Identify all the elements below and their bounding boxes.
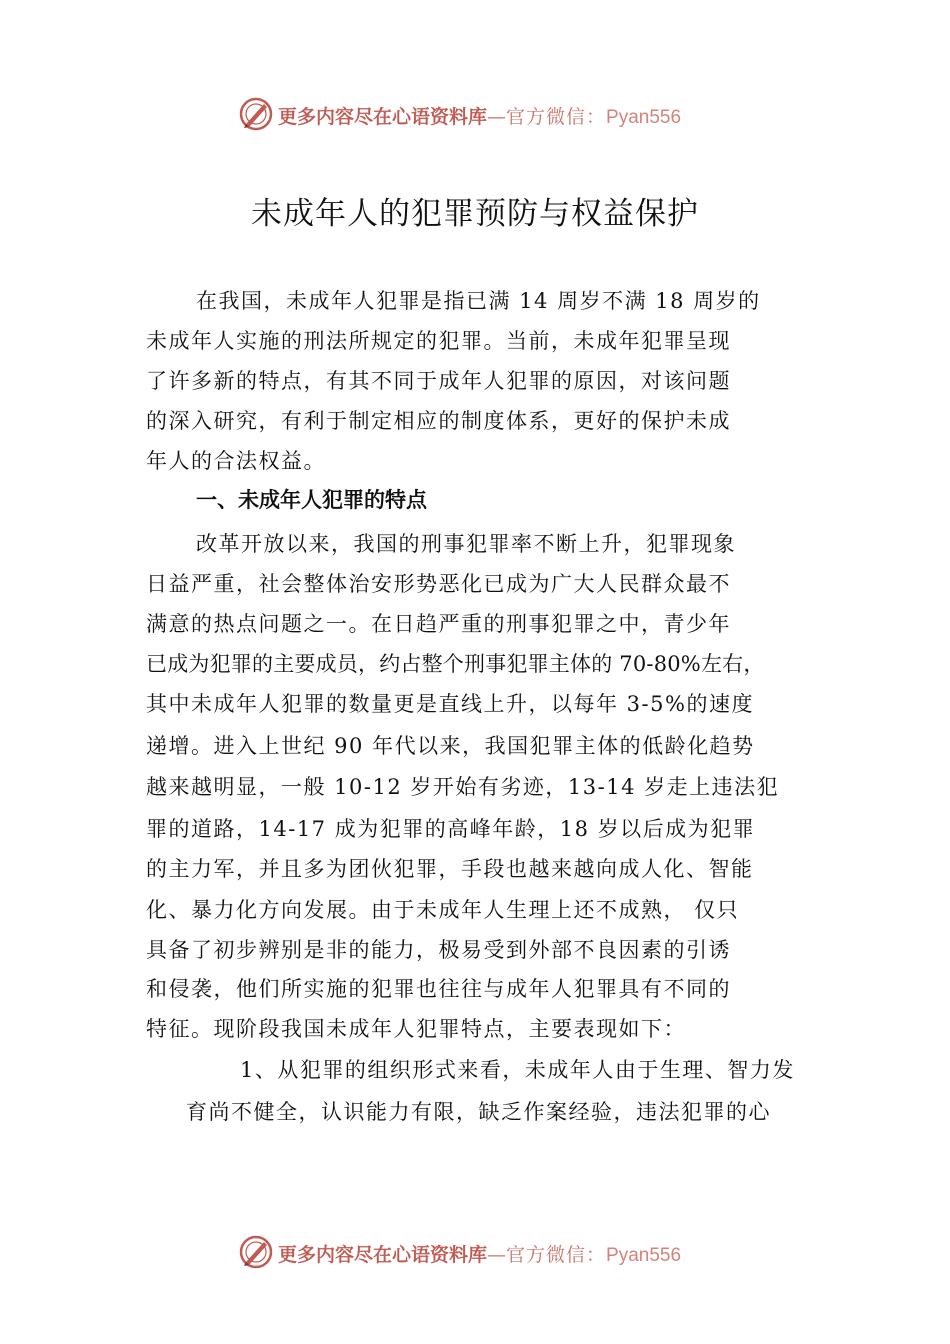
document-title: 未成年人的犯罪预防与权益保护	[251, 196, 699, 232]
body-line: 已成为犯罪的主要成员，约占整个刑事犯罪主体的 70-80%左右，	[146, 652, 765, 676]
body-line: 的主力军，并且多为团伙犯罪，手段也越来越向成人化、智能	[146, 857, 754, 881]
point-line: 1、从犯罪的组织形式来看，未成年人由于生理、智力发	[240, 1058, 795, 1082]
body-line: 改革开放以来，我国的刑事犯罪率不断上升，犯罪现象	[196, 532, 736, 556]
body-line: 其中未成年人犯罪的数量更是直线上升，以每年 3-5%的速度	[146, 692, 754, 716]
point-line: 育尚不健全，认识能力有限，缺乏作案经验，违法犯罪的心	[186, 1100, 771, 1124]
watermark-main: 更多内容尽在心语资料库	[278, 106, 488, 128]
header-watermark	[0, 96, 950, 136]
watermark-separator: —	[487, 106, 507, 128]
body-line: 和侵袭，他们所实施的犯罪也往往与成年人犯罪具有不同的	[146, 977, 731, 1001]
body-line: 满意的热点问题之一。在日趋严重的刑事犯罪之中，青少年	[146, 612, 731, 636]
body-line: 具备了初步辨别是非的能力，极易受到外部不良因素的引诱	[146, 938, 731, 962]
pen-seal-icon	[238, 96, 274, 132]
watermark-separator: —	[487, 1244, 507, 1266]
intro-line: 了许多新的特点，有其不同于成年人犯罪的原因，对该问题	[146, 369, 731, 393]
body-line: 特征。现阶段我国未成年人犯罪特点，主要表现如下：	[146, 1017, 686, 1041]
watermark-text	[278, 102, 681, 129]
watermark-tag: 官方微信：	[506, 106, 607, 128]
body-line: 越来越明显，一般 10-12 岁开始有劣迹，13-14 岁走上违法犯	[146, 775, 780, 799]
intro-line: 在我国，未成年人犯罪是指已满 14 周岁不满 18 周岁的	[196, 289, 761, 313]
watermark-id: Pyan556	[606, 107, 682, 128]
pen-seal-icon	[238, 1234, 274, 1270]
section-heading: 一、未成年人犯罪的特点	[196, 488, 427, 512]
intro-line: 年人的合法权益。	[146, 449, 326, 473]
body-line: 日益严重，社会整体治安形势恶化已成为广大人民群众最不	[146, 572, 731, 596]
body-line: 化、暴力化方向发展。由于未成年人生理上还不成熟， 仅只	[146, 898, 740, 922]
watermark-tag: 官方微信：	[506, 1244, 607, 1266]
body-line: 罪的道路，14-17 成为犯罪的高峰年龄，18 岁以后成为犯罪	[146, 817, 756, 841]
intro-line: 的深入研究，有利于制定相应的制度体系，更好的保护未成	[146, 409, 731, 433]
body-line: 递增。进入上世纪 90 年代以来，我国犯罪主体的低龄化趋势	[146, 734, 755, 758]
watermark-main: 更多内容尽在心语资料库	[278, 1244, 488, 1266]
footer-watermark	[0, 1234, 950, 1274]
intro-line: 未成年人实施的刑法所规定的犯罪。当前，未成年犯罪呈现	[146, 329, 731, 353]
watermark-id: Pyan556	[606, 1245, 682, 1266]
watermark-text	[278, 1240, 681, 1267]
